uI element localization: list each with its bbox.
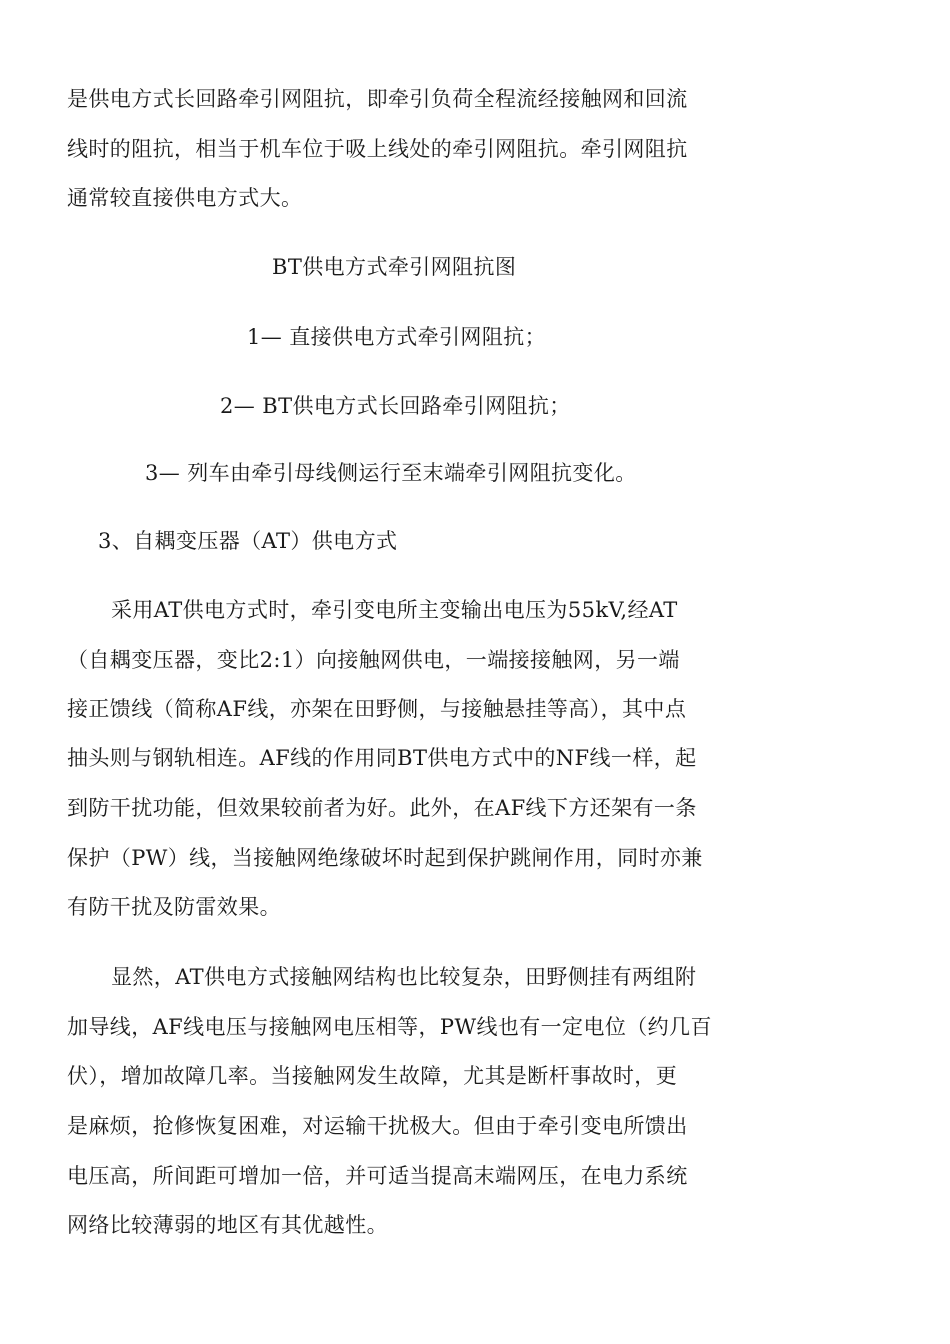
paragraph-1-line-2: 线时的阻抗，相当于机车位于吸上线处的牵引网阻抗。牵引网阻抗 <box>67 137 688 161</box>
paragraph-2-line-2: （自耦变压器，变比2:1）向接触网供电，一端接接触网，另一端 <box>67 648 680 672</box>
paragraph-3-line-2: 加导线，AF线电压与接触网电压相等，PW线也有一定电位（约几百 <box>67 1015 712 1039</box>
figure-legend-item-2: 2— BT供电方式长回路牵引网阻抗； <box>220 394 571 418</box>
paragraph-3-line-1: 显然，AT供电方式接触网结构也比较复杂，田野侧挂有两组附 <box>111 965 697 989</box>
paragraph-3-line-3: 伏），增加故障几率。当接触网发生故障，尤其是断杆事故时，更 <box>67 1064 678 1088</box>
section-heading: 3、自耦变压器（AT）供电方式 <box>98 529 398 553</box>
paragraph-2-line-1: 采用AT供电方式时，牵引变电所主变输出电压为55kV,经AT <box>111 598 678 622</box>
figure-caption: BT供电方式牵引网阻抗图 <box>272 255 517 279</box>
paragraph-3-line-4: 是麻烦，抢修恢复困难，对运输干扰极大。但由于牵引变电所馈出 <box>67 1114 688 1138</box>
paragraph-1-line-3: 通常较直接供电方式大。 <box>67 186 303 210</box>
paragraph-2-line-5: 到防干扰功能，但效果较前者为好。此外，在AF线下方还架有一条 <box>67 796 697 820</box>
paragraph-2-line-3: 接正馈线（简称AF线，亦架在田野侧，与接触悬挂等高），其中点 <box>67 697 687 721</box>
paragraph-2-line-4: 抽头则与钢轨相连。AF线的作用同BT供电方式中的NF线一样，起 <box>67 746 697 770</box>
paragraph-3-line-6: 网络比较薄弱的地区有其优越性。 <box>67 1213 388 1237</box>
paragraph-2-line-6: 保护（PW）线，当接触网绝缘破坏时起到保护跳闸作用，同时亦兼 <box>67 846 703 870</box>
paragraph-3-line-5: 电压高，所间距可增加一倍，并可适当提高末端网压，在电力系统 <box>67 1164 688 1188</box>
figure-legend-item-3: 3— 列车由牵引母线侧运行至末端牵引网阻抗变化。 <box>145 461 637 485</box>
figure-legend-item-1: 1— 直接供电方式牵引网阻抗； <box>247 325 547 349</box>
paragraph-1-line-1: 是供电方式长回路牵引网阻抗，即牵引负荷全程流经接触网和回流 <box>67 87 688 111</box>
paragraph-2-line-7: 有防干扰及防雷效果。 <box>67 895 281 919</box>
